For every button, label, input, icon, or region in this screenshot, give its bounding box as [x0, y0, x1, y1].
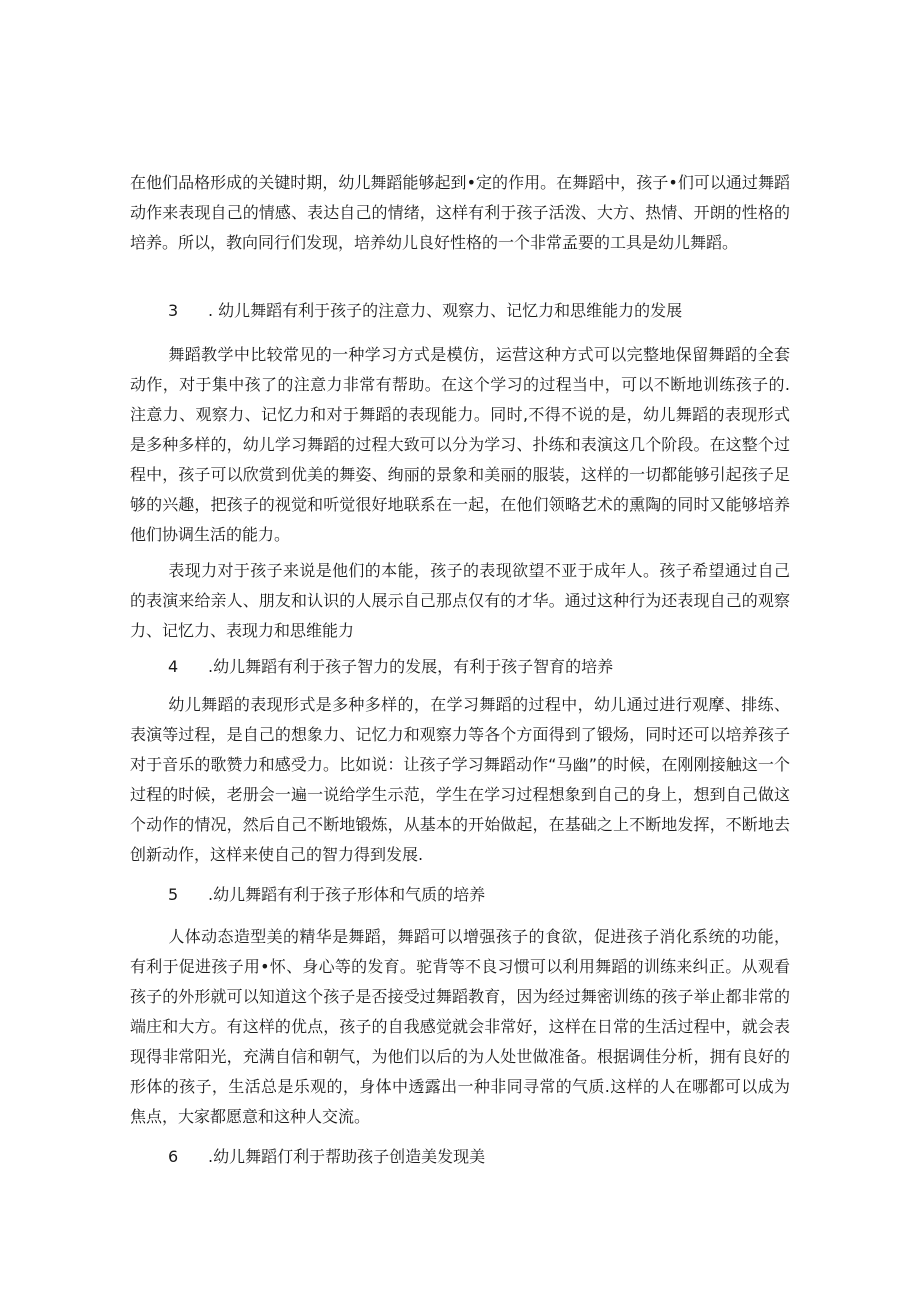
heading-text: . 幼儿舞蹈有利于孩子的注意力、观察力、记忆力和思维能力的发展	[208, 301, 683, 320]
heading-text: .幼儿舞蹈有利于孩子智力的发展，有利于孩子智育的培养	[208, 657, 614, 676]
heading-number: 6	[168, 1147, 179, 1166]
heading-text: .幼儿舞蹈仃利于帮助孩子创造美发现美	[208, 1147, 486, 1166]
paragraph-physique	[130, 922, 790, 1132]
heading-text: .幼儿舞蹈有利于孩子形体和气质的培养	[208, 885, 486, 904]
section-heading-5	[168, 880, 485, 910]
paragraph-expressiveness	[130, 556, 790, 646]
paragraph-character-formation	[130, 168, 790, 258]
heading-number: 3	[168, 301, 179, 320]
section-heading-4	[168, 652, 613, 682]
paragraph-intelligence	[130, 690, 790, 870]
paragraph-text: 舞蹈教学中比较常见的一种学习方式是模仿，运营这种方式可以完整地保留舞蹈的全套动作，对于集中孩了的注意力非常有帮助。在这个学习的过程当中，可以不断地训练孩子的.注意力、观察力、记忆力和对于舞蹈的表现能力。同时,不得不说的是，幼儿舞蹈的表现形式是多种多样的，幼儿学习舞蹈的过程大致可以分为学习、扑练和表演这几个阶段。在这整个过程中，孩子可以欣赏到优美的舞姿、绚丽的景象和美丽的服装，这样的一切都能够引起孩子足够的兴趣，把孩子的视觉和听觉很好地联系在一起，在他们领略艺术的熏陶的同时又能够培养他们协调生活的能力。	[130, 345, 790, 544]
section-heading-3	[168, 296, 682, 326]
paragraph-text: 在他们品格形成的关键时期，幼儿舞蹈能够起到•定的作用。在舞蹈中，孩子•们可以通过舞蹈动作来表现自己的情感、表达自己的情绪，这样有利于孩子活泼、大方、热情、开朗的性格的培养。所以，教向同行们发现，培养幼儿良好性格的一个非常孟要的工具是幼儿舞蹈。	[130, 173, 790, 252]
paragraph-imitation-learning	[130, 340, 790, 550]
paragraph-text: 表现力对于孩子来说是他们的本能，孩子的表现欲望不亚于成年人。孩子希望通过自己的表演来给亲人、朋友和认识的人展示自己那点仅有的才华。通过这种行为还表现自己的观察力、记忆力、表现力和思维能力	[130, 561, 790, 640]
heading-number: 4	[168, 657, 179, 676]
paragraph-text: 人体动态造型美的精华是舞蹈，舞蹈可以增强孩子的食欲，促进孩子消化系统的功能，有利于促进孩子用•怀、身心等的发育。驼背等不良习惯可以利用舞蹈的训练来纠正。从观看孩子的外形就可以知道这个孩子是否接受过舞蹈教育，因为经过舞密训练的孩子举止都非常的端庄和大方。有这样的优点，孩子的自我感觉就会非常好，这样在日常的生活过程中，就会表现得非常阳光，充满自信和朝气，为他们以后的为人处世做准备。根据调佳分析，拥有良好的形体的孩子，生活总是乐观的，身体中透露出一种非同寻常的气质.这样的人在哪都可以成为焦点，大家都愿意和这种人交流。	[130, 927, 790, 1126]
paragraph-text: 幼儿舞蹈的表现形式是多种多样的，在学习舞蹈的过程中，幼儿通过进行观摩、排练、表演等过程，是自己的想象力、记忆力和观察力等各个方面得到了锻炀，同时还可以培养孩子对于音乐的歌赞力和感受力。比如说：让孩子学习舞蹈动作“马幽”的时候，在刚刚接触这一个过程的时候，老册会一遍一说给学生示范，学生在学习过程想象到自己的身上，想到自己做这个动作的情况，然后自己不断地锻炼，从基本的开始做起，在基础之上不断地发挥，不断地去创新动作，这样来使自己的智力得到发展.	[130, 695, 790, 864]
heading-number: 5	[168, 885, 179, 904]
section-heading-6	[168, 1142, 485, 1172]
